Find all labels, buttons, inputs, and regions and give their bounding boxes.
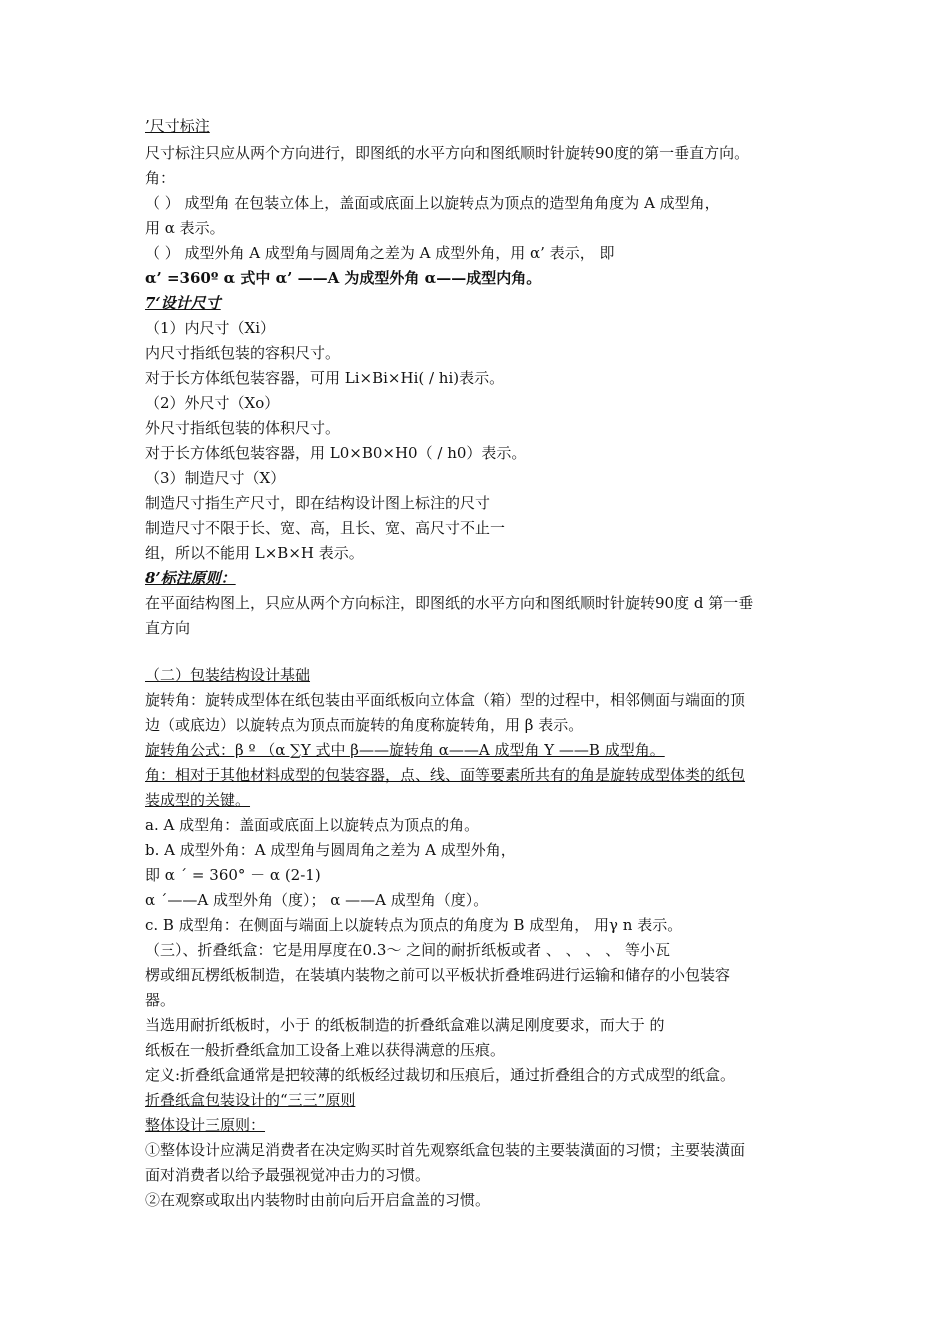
doc-line: 角： <box>145 169 176 187</box>
section-heading-overall-design: 整体设计三原则： <box>145 1116 266 1134</box>
formula-line: 旋转角公式：β º （α ∑Υ 式中 β——旋转角 α——A 成型角 Υ ——B 成型角。 <box>145 741 665 759</box>
doc-line: 用 α 表示。 <box>145 219 225 237</box>
doc-line: 纸板在一般折叠纸盒加工设备上难以获得满意的压痕。 <box>145 1041 506 1059</box>
doc-line: 内尺寸指纸包装的容积尺寸。 <box>145 344 341 362</box>
doc-line: （2）外尺寸（Xo） <box>145 394 280 412</box>
doc-line: ①整体设计应满足消费者在决定购买时首先观察纸盒包装的主要装潢面的习惯；主要装潢面 <box>145 1141 746 1159</box>
doc-line: b. A 成型外角：A 成型角与圆周角之差为 A 成型外角， <box>145 841 516 859</box>
section-heading-marking-principle: 8’标注原则： <box>145 569 236 587</box>
doc-line: 角：相对于其他材料成型的包装容器，点、线、面等要素所共有的角是旋转成型体类的纸包 <box>145 766 746 784</box>
doc-line <box>145 1115 265 1135</box>
doc-line: 当选用耐折纸板时，小于 的纸板制造的折叠纸盒难以满足刚度要求，而大于 的 <box>145 1016 665 1034</box>
formula-line: 即 α ´ = 360° － α (2-1) <box>145 866 321 884</box>
doc-line <box>145 568 236 588</box>
doc-line: 器。 <box>145 991 176 1009</box>
doc-line: 面对消费者以给予最强视觉冲击力的习惯。 <box>145 1166 431 1184</box>
doc-line: 装成型的关键。 <box>145 791 251 809</box>
doc-line: c. B 成型角：在侧面与端面上以旋转点为顶点的角度为 B 成型角， 用γ n 表示。 <box>145 916 683 934</box>
doc-line: （3）制造尺寸（X） <box>145 469 286 487</box>
doc-line: （ ） 成型外角 A 成型角与圆周角之差为 A 成型外角，用 α’ 表示， 即 <box>145 244 615 262</box>
doc-line: 楞或细瓦楞纸板制造，在装填内装物之前可以平板状折叠堆码进行运输和储存的小包装容 <box>145 966 731 984</box>
doc-line: （三）、折叠纸盒：它是用厚度在0.3～ 之间的耐折纸板或者 、 、 、 、 等小瓦 <box>145 941 670 959</box>
doc-line: 旋转角：旋转成型体在纸包装由平面纸板向立体盒（箱）型的过程中，相邻侧面与端面的顶 <box>145 691 746 709</box>
doc-line <box>145 1090 355 1110</box>
doc-line: 定义:折叠纸盒通常是把较薄的纸板经过裁切和压痕后，通过折叠组合的方式成型的纸盒。 <box>145 1066 736 1084</box>
doc-line: ②在观察或取出内装物时由前向后开启盒盖的习惯。 <box>145 1191 491 1209</box>
doc-line: 对于长方体纸包装容器，用 L0×B0×H0（ / h0）表示。 <box>145 444 527 462</box>
doc-line: 在平面结构图上，只应从两个方向标注，即图纸的水平方向和图纸顺时针旋转90度 d 第一垂 <box>145 594 754 612</box>
doc-line: 制造尺寸不限于长、宽、高，且长、宽、高尺寸不止一 <box>145 519 506 537</box>
section-heading-structure-basics: （二）包装结构设计基础 <box>145 666 311 684</box>
doc-line: 组，所以不能用 L×B×H 表示。 <box>145 544 364 562</box>
doc-line: a. A 成型角：盖面或底面上以旋转点为顶点的角。 <box>145 816 480 834</box>
doc-line: 对于长方体纸包装容器，可用 Li×Bi×Hi( / hi)表示。 <box>145 369 505 387</box>
doc-line <box>145 116 210 136</box>
doc-line: （ ） 成型角 在包装立体上，盖面或底面上以旋转点为顶点的造型角角度为 A 成型角， <box>145 194 720 212</box>
doc-line: 边（或底边）以旋转点为顶点而旋转的角度称旋转角，用 β 表示。 <box>145 716 584 734</box>
doc-line: （1）内尺寸（Xi） <box>145 319 276 337</box>
section-heading-three-three-principle: 折叠纸盒包装设计的“三三”原则 <box>145 1091 356 1109</box>
doc-line: α ´——A 成型外角（度）； α ——A 成型角（度）。 <box>145 891 489 909</box>
section-heading-design-size: 7‘设计尺寸 <box>145 294 221 312</box>
doc-line: 直方向 <box>145 619 191 637</box>
doc-line: 尺寸标注只应从两个方向进行，即图纸的水平方向和图纸顺时针旋转90度的第一垂直方向。 <box>145 144 750 162</box>
doc-line <box>145 293 221 313</box>
doc-line: 外尺寸指纸包装的体积尺寸。 <box>145 419 341 437</box>
doc-line <box>145 665 310 685</box>
formula-line: α’ =360º α 式中 α’ ——A 为成型外角 α——成型内角。 <box>145 269 542 287</box>
doc-line: 制造尺寸指生产尺寸，即在结构设计图上标注的尺寸 <box>145 494 491 512</box>
section-heading-dimension: ’尺寸标注 <box>145 117 210 135</box>
